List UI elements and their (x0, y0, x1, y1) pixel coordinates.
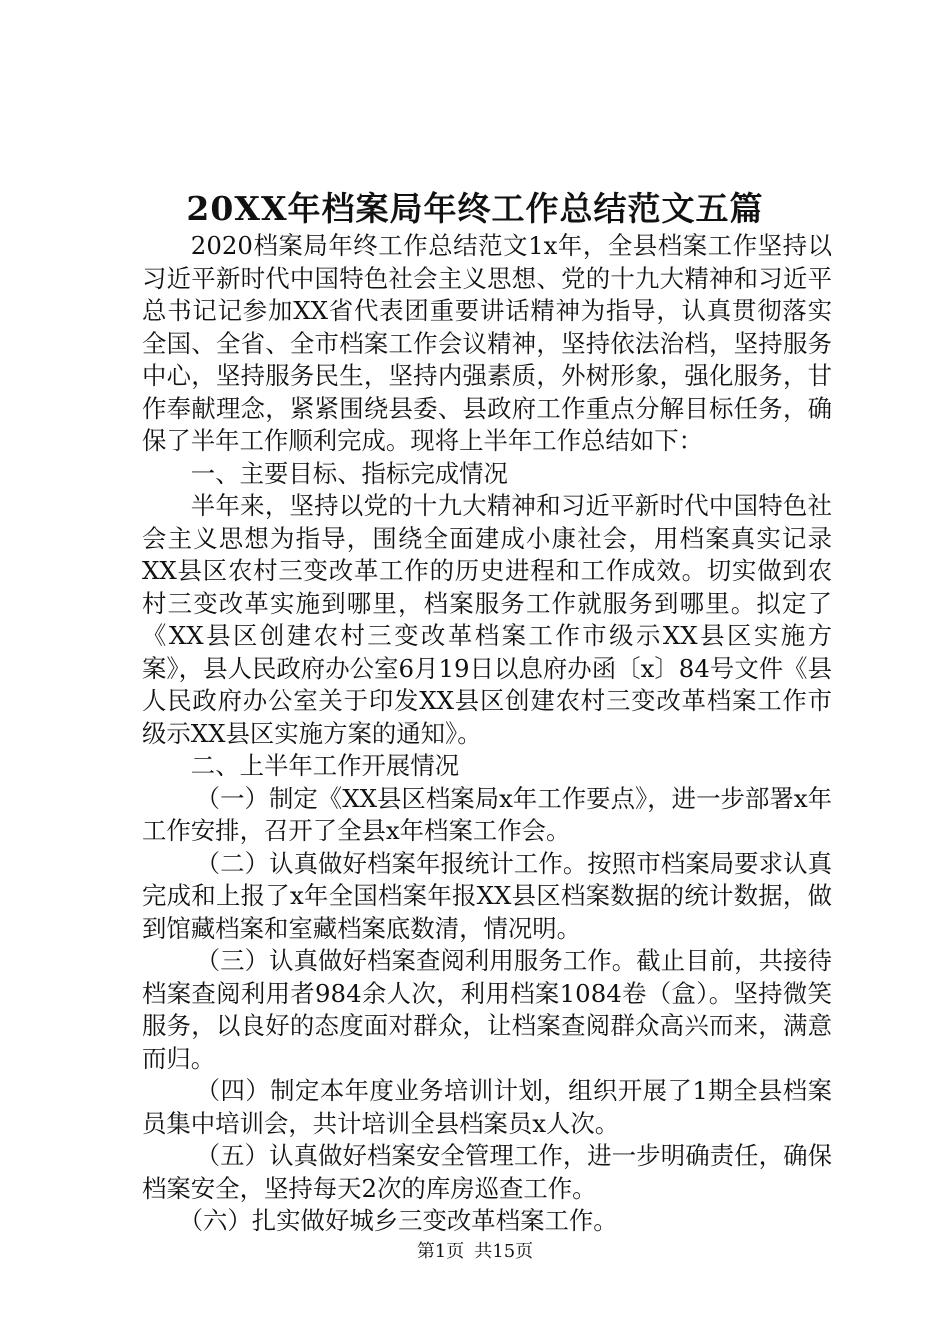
page-total: 共15页 (474, 1241, 534, 1262)
document-title: 20XX年档案局年终工作总结范文五篇 (186, 189, 764, 228)
heading-section-1: 一、主要目标、指标完成情况 (190, 458, 508, 488)
document-body (142, 230, 832, 1238)
heading-section-2: 二、上半年工作开展情况 (190, 751, 460, 780)
page-footer (0, 1240, 950, 1264)
paragraph-item-1: （一）制定《XX县区档案局x年工作要点》，进一步部署x年工作安排，召开了全县x年档案工作会。 (142, 783, 832, 845)
paragraph-item-2: （二）认真做好档案年报统计工作。按照市档案局要求认真完成和上报了x年全国档案年报XX县区档案数据的统计数据，做到馆藏档案和室藏档案底数清，情况明。 (142, 848, 832, 943)
paragraph-item-5: （五）认真做好档案安全管理工作，进一步明确责任，确保档案安全，坚持每天2次的库房巡查工作。 (142, 1141, 832, 1203)
paragraph-item-4: （四）制定本年度业务培训计划，组织开展了1期全县档案员集中培训会，共计培训全县档案员x人次。 (142, 1076, 832, 1138)
paragraph-section-1: 半年来，坚持以党的十九大精神和习近平新时代中国特色社会主义思想为指导，围绕全面建成小康社会，用档案真实记录XX县区农村三变改革工作的历史进程和工作成效。切实做到农村三变改革实施到哪里，档案服务工作就服务到哪里。拟定了《XX县区创建农村三变改革档案工作市级示XX县区实施方案》，县人民政府办公室6月19日以息府办函〔x〕84号文件《县人民政府办公室关于印发XX县区创建农村三变改革档案工作市级示XX县区实施方案的通知》。 (142, 491, 832, 748)
page-number: 第1页 (416, 1241, 465, 1262)
paragraph-intro: 2020档案局年终工作总结范文1x年，全县档案工作坚持以习近平新时代中国特色社会主义思想、党的十九大精神和习近平总书记记参加XX省代表团重要讲话精神为指导，认真贯彻落实全国、全省、全市档案工作会议精神，坚持依法治档，坚持服务中心，坚持服务民生，坚持内强素质，外树形象，强化服务，甘作奉献理念，紧紧围绕县委、县政府工作重点分解目标任务，确保了半年工作顺利完成。现将上半年工作总结如下： (142, 231, 832, 455)
paragraph-item-6: （六）扎实做好城乡三变改革档案工作。 (178, 1206, 618, 1235)
paragraph-item-3: （三）认真做好档案查阅利用服务工作。截止目前，共接待档案查阅利用者984余人次，利用档案1084卷（盒）。坚持微笑服务，以良好的态度面对群众，让档案查阅群众高兴而来，满意而归。 (142, 946, 832, 1073)
